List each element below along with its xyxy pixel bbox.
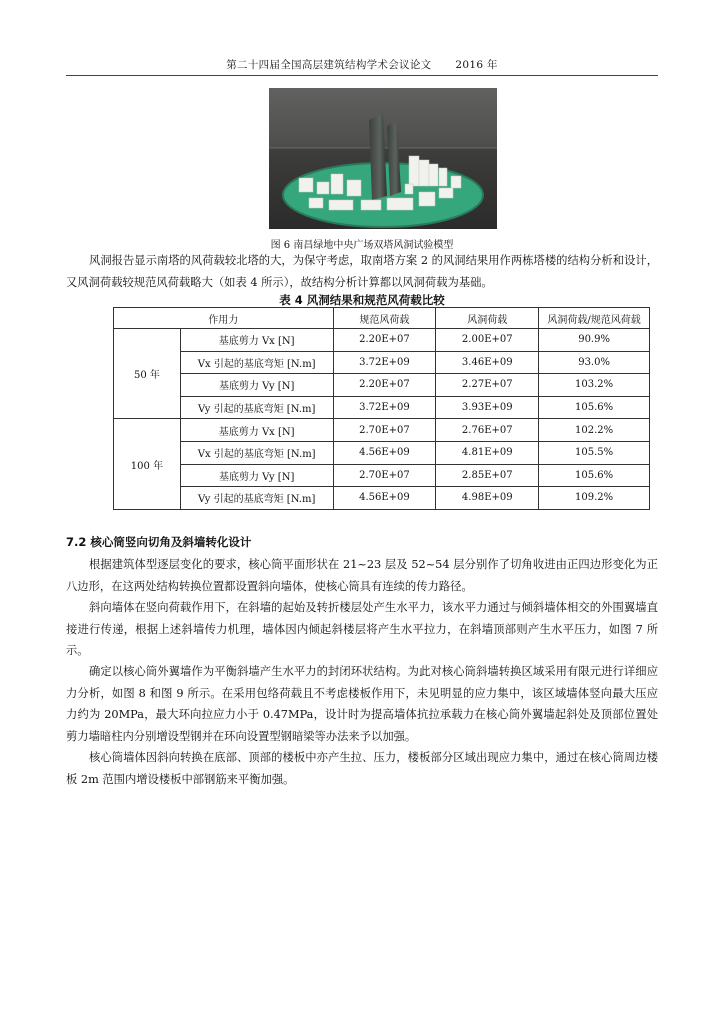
action-cell: 基底剪力 Vy [N]: [180, 374, 333, 397]
ratio-cell: 105.6%: [539, 396, 650, 419]
table-row: [114, 487, 650, 510]
code-load-cell: 2.70E+07: [333, 464, 436, 487]
intro-paragraph: 风洞报告显示南塔的风荷载较北塔的大，为保守考虑，取南塔方案 2 的风洞结果用作两栋塔楼的结构分析和设计，又风洞荷载较规范风荷载略大（如表 4 所示），故结构分析计算都以风洞荷载为基础。: [66, 254, 658, 289]
tunnel-load-cell: 2.00E+07: [436, 329, 539, 352]
table-title: 表 4 风洞结果和规范风荷载比较: [279, 293, 445, 307]
action-cell: Vy 引起的基底弯矩 [N.m]: [180, 396, 333, 419]
wind-tunnel-model-photo: [269, 88, 497, 229]
tunnel-load-cell: 2.85E+07: [436, 464, 539, 487]
header-action: 作用力: [114, 308, 334, 329]
tunnel-load-cell: 3.46E+09: [436, 351, 539, 374]
section-paragraph-3: 确定以核心筒外翼墙作为平衡斜墙产生水平力的封闭环状结构。为此对核心筒斜墙转换区域采用有限元进行详细应力分析，如图 8 和图 9 所示。在采用包络荷载且不考虑楼板作用下，未见明显的应力集中，该区域墙体竖向最大压应力约为 20MPa，最大环向拉应力小于 0.47MPa，设计时为提高墙体抗拉承载力在核心筒外翼墙起斜处及顶部位置处剪力墙暗柱内分别增设型钢并在环向设置型钢暗梁等办法来予以加强。: [66, 665, 658, 743]
action-cell: Vy 引起的基底弯矩 [N.m]: [180, 487, 333, 510]
code-load-cell: 2.70E+07: [333, 419, 436, 442]
code-load-cell: 4.56E+09: [333, 487, 436, 510]
ratio-cell: 105.5%: [539, 441, 650, 464]
section-heading: 7.2 核心筒竖向切角及斜墙转化设计: [66, 535, 252, 549]
table-row: [114, 351, 650, 374]
section-paragraph-2: 斜向墙体在竖向荷载作用下，在斜墙的起始及转折楼层处产生水平力，该水平力通过与倾斜墙体相交的外围翼墙直接进行传递，根据上述斜墙传力机理，墙体因内倾起斜楼层将产生水平拉力，在斜墙顶部则产生水平压力，如图 7 所示。: [66, 601, 658, 657]
tunnel-load-cell: 2.27E+07: [436, 374, 539, 397]
action-cell: Vx 引起的基底弯矩 [N.m]: [180, 441, 333, 464]
tunnel-load-cell: 4.81E+09: [436, 441, 539, 464]
table-header-row: [114, 308, 650, 329]
wind-tunnel-model-illustration: [269, 88, 497, 229]
table-row: [114, 464, 650, 487]
action-cell: 基底剪力 Vy [N]: [180, 464, 333, 487]
conference-title: 第二十四届全国高层建筑结构学术会议论文: [226, 59, 432, 71]
tunnel-load-cell: 2.76E+07: [436, 419, 539, 442]
conference-year: 2016 年: [455, 59, 498, 71]
ratio-cell: 109.2%: [539, 487, 650, 510]
page-header: [66, 57, 658, 76]
ratio-cell: 90.9%: [539, 329, 650, 352]
action-cell: 基底剪力 Vx [N]: [180, 419, 333, 442]
code-load-cell: 4.56E+09: [333, 441, 436, 464]
table-row: [114, 396, 650, 419]
tunnel-load-cell: 4.98E+09: [436, 487, 539, 510]
action-cell: 基底剪力 Vx [N]: [180, 329, 333, 352]
ratio-cell: 103.2%: [539, 374, 650, 397]
period-100-year: 100 年: [114, 419, 181, 509]
ratio-cell: 105.6%: [539, 464, 650, 487]
section-paragraph-4: 核心筒墙体因斜向转换在底部、顶部的楼板中亦产生拉、压力，楼板部分区域出现应力集中，通过在核心筒周边楼板 2m 范围内增设楼板中部钢筋来平衡加强。: [66, 751, 658, 786]
wind-load-comparison-table: [113, 307, 650, 510]
figure-caption: 图 6 南昌绿地中央广场双塔风洞试验模型: [270, 240, 454, 251]
code-load-cell: 3.72E+09: [333, 351, 436, 374]
code-load-cell: 2.20E+07: [333, 329, 436, 352]
code-load-cell: 3.72E+09: [333, 396, 436, 419]
code-load-cell: 2.20E+07: [333, 374, 436, 397]
section-paragraph-1: 根据建筑体型逐层变化的要求，核心筒平面形状在 21~23 层及 52~54 层分别作了切角收进由正四边形变化为正八边形，在这两处结构转换位置都设置斜向墙体，使核心筒具有连续的传力路径。: [66, 558, 658, 593]
header-ratio: 风洞荷载/规范风荷载: [539, 308, 650, 329]
ratio-cell: 102.2%: [539, 419, 650, 442]
header-code-load: 规范风荷载: [333, 308, 436, 329]
tunnel-load-cell: 3.93E+09: [436, 396, 539, 419]
table-row: [114, 441, 650, 464]
table-row: [114, 419, 650, 442]
table-row: [114, 329, 650, 352]
action-cell: Vx 引起的基底弯矩 [N.m]: [180, 351, 333, 374]
ratio-cell: 93.0%: [539, 351, 650, 374]
period-50-year: 50 年: [114, 329, 181, 419]
table-row: [114, 374, 650, 397]
header-tunnel-load: 风洞荷载: [436, 308, 539, 329]
